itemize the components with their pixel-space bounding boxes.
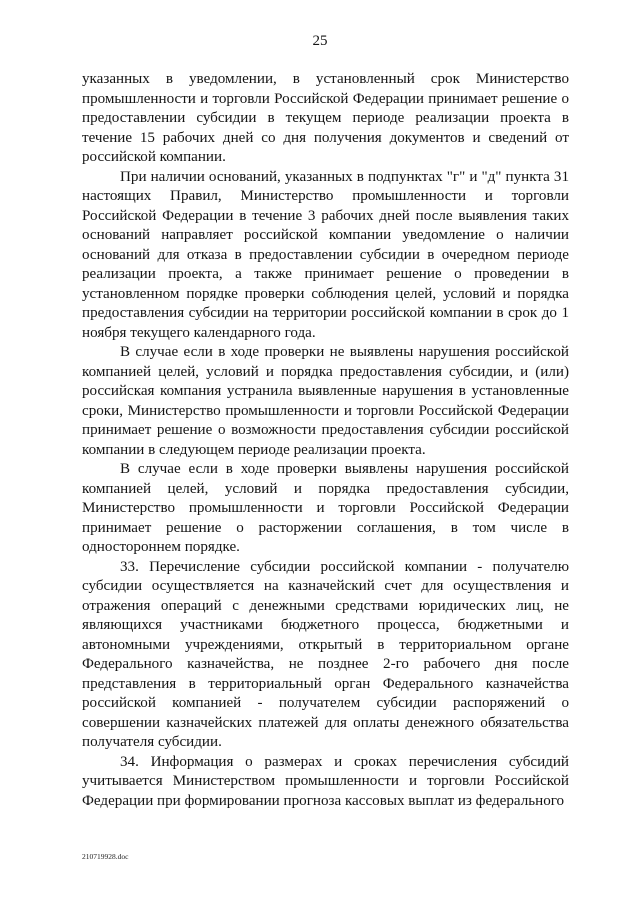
paragraph-item-34: 34. Информация о размерах и сроках перечисления субсидий учитывается Министерством промышленности и торговли Российской Федерации при формировании прогноза кассовых выплат из федерального (82, 753, 569, 809)
document-body (82, 70, 569, 811)
paragraph-no-violations: В случае если в ходе проверки не выявлены нарушения российской компанией целей, условий и порядка предоставления субсидии, и (или) российская компания устранила выявленные нарушения в установленные сроки, Министерство промышленности и торговли Российской Федерации принимает решение о возможности предоставления субсидии российской компании в следующем периоде реализации проекта. (82, 344, 569, 458)
paragraph-violations-found: В случае если в ходе проверки выявлены нарушения российской компанией целей, условий и порядка предоставления субсидии, Министерство промышленности и торговли Российской Федерации принимает решение о расторжении соглашения, в том числе в одностороннем порядке. (82, 461, 569, 555)
paragraph-continuation: указанных в уведомлении, в установленный срок Министерство промышленности и торговли Российской Федерации принимает решение о предоставлении субсидии в текущем периоде реализации проекта в течение 15 рабочих дней со дня получения документов и сведений от российской компании. (82, 71, 569, 165)
paragraph-item-33: 33. Перечисление субсидии российской компании - получателю субсидии осуществляется на казначейский счет для осуществления и отражения операций с денежными средствами юридических лиц, не являющихся участниками бюджетного процесса, бюджетными и автономными учреждениями, открытый в территориальном органе Федерального казначейства, не позднее 2-го рабочего дня после представления в территориальный орган Федерального казначейства российской компанией - получателем субсидии распоряжений о совершении казначейских платежей для оплаты денежного обязательства получателя субсидии. (82, 558, 569, 750)
paragraph-grounds-notice: При наличии оснований, указанных в подпунктах "г" и "д" пункта 31 настоящих Правил, Министерство промышленности и торговли Российской Федерации в течение 3 рабочих дней после выявления таких оснований направляет российской компании уведомление о наличии оснований для отказа в предоставлении субсидии в очередном периоде реализации проекта, а также принимает решение о проведении в установленном порядке проверки соблюдения целей, условий и порядка предоставления субсидии на территории российской компании в срок до 1 ноября текущего календарного года. (82, 168, 569, 341)
footer-document-ref: 210719928.doc (82, 852, 129, 861)
page-number: 25 (312, 33, 328, 49)
